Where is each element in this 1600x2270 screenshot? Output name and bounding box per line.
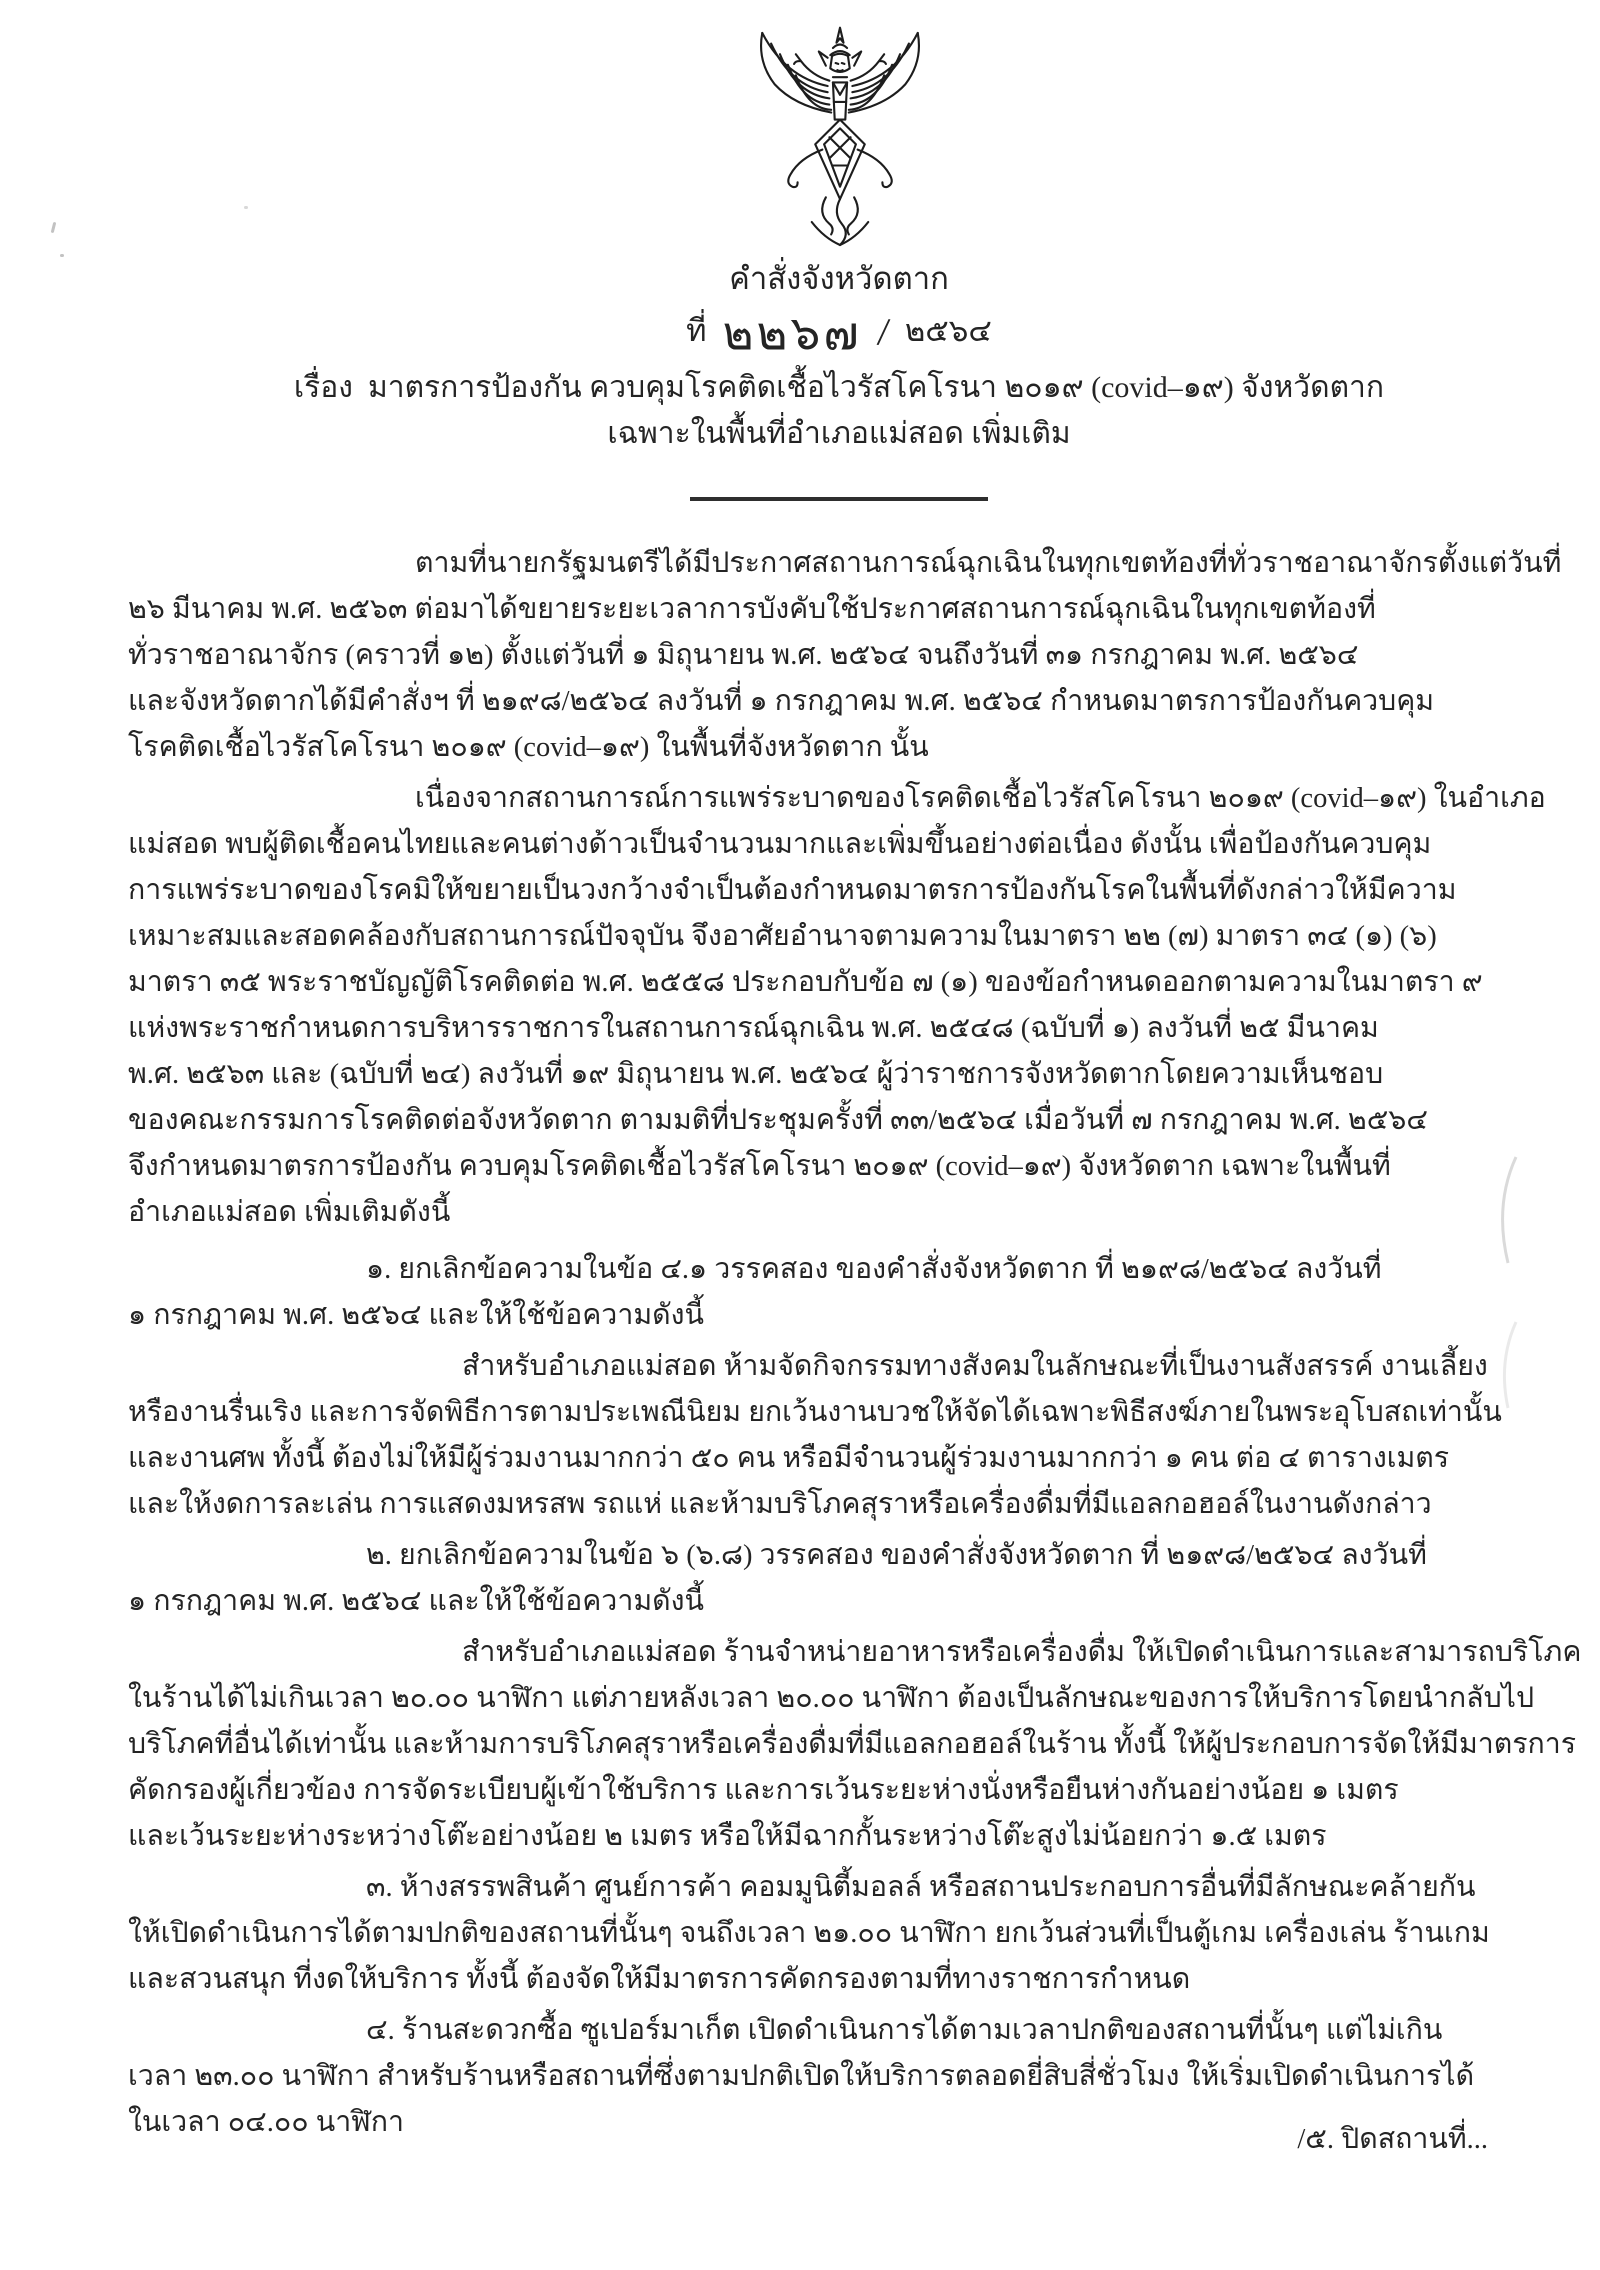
body-line: ๒๖ มีนาคม พ.ศ. ๒๕๖๓ ต่อมาได้ขยายระยะเวลาการบังคับใช้ประกาศสถานการณ์ฉุกเฉินในทุกเขตท้องที่ <box>128 594 1376 625</box>
body-line: และงานศพ ทั้งนี้ ต้องไม่ให้มีผู้ร่วมงานมากกว่า ๕๐ คน หรือมีจำนวนผู้ร่วมงานมากกว่า ๑ คน ต่อ ๔ ตารางเมตร <box>128 1443 1450 1474</box>
body-line: อำเภอแม่สอด เพิ่มเติมดังนี้ <box>128 1197 451 1228</box>
body-line: ในเวลา ๐๔.๐๐ นาฬิกา <box>128 2107 404 2138</box>
garuda-emblem-drawing <box>734 24 946 254</box>
body-line: ให้เปิดดำเนินการได้ตามปกติของสถานที่นั้นๆ จนถึงเวลา ๒๑.๐๐ นาฬิกา ยกเว้นส่วนที่เป็นตู้เกม เครื่องเล่น ร้านเกม <box>128 1918 1490 1949</box>
body-line: เนื่องจากสถานการณ์การแพร่ระบาดของโรคติดเชื้อไวรัสโคโรนา ๒๐๑๙ (covid–๑๙) ในอำเภอ <box>415 783 1546 814</box>
body-line: แห่งพระราชกำหนดการบริหารราชการในสถานการณ์ฉุกเฉิน พ.ศ. ๒๕๔๘ (ฉบับที่ ๑) ลงวันที่ ๒๕ มีนาคม <box>128 1013 1379 1044</box>
body-line: มาตรา ๓๕ พระราชบัญญัติโรคติดต่อ พ.ศ. ๒๕๕๘ ประกอบกับข้อ ๗ (๑) ของข้อกำหนดออกตามความในมาตรา ๙ <box>128 967 1483 998</box>
paragraph <box>128 2008 1494 2146</box>
subject-line-2: เฉพาะในพื้นที่อำเภอแม่สอด เพิ่มเติม <box>607 417 1071 450</box>
body-line: และสวนสนุก ที่งดให้บริการ ทั้งนี้ ต้องจัดให้มีมาตรการคัดกรองตามที่ทางราชการกำหนด <box>128 1964 1191 1995</box>
body-line: แม่สอด พบผู้ติดเชื้อคนไทยและคนต่างด้าวเป็นจำนวนมากและเพิ่มขึ้นอย่างต่อเนื่อง ดังนั้น เพื่อป้องกันควบคุม <box>128 829 1432 860</box>
title-divider <box>690 497 988 501</box>
body-line: ๔. ร้านสะดวกซื้อ ซูเปอร์มาเก็ต เปิดดำเนินการได้ตามเวลาปกติของสถานที่นั้นๆ แต่ไม่เกิน <box>366 2015 1443 2046</box>
body-line: คัดกรองผู้เกี่ยวข้อง การจัดระเบียบผู้เข้าใช้บริการ และการเว้นระยะห่างนั่งหรือยืนห่างกันอย่างน้อย ๑ เมตร <box>128 1775 1399 1806</box>
order-number-year: ๒๕๖๔ <box>904 313 992 348</box>
body-line: และจังหวัดตากได้มีคำสั่งฯ ที่ ๒๑๙๘/๒๕๖๔ ลงวันที่ ๑ กรกฎาคม พ.ศ. ๒๕๖๔ กำหนดมาตรการป้องกันควบคุม <box>128 686 1435 717</box>
body-line: ในร้านได้ไม่เกินเวลา ๒๐.๐๐ นาฬิกา แต่ภายหลังเวลา ๒๐.๐๐ นาฬิกา ต้องเป็นลักษณะของการให้บริการโดยนำกลับไป <box>128 1683 1535 1714</box>
order-number-separator: / <box>875 308 892 355</box>
body-line: เหมาะสมและสอดคล้องกับสถานการณ์ปัจจุบัน จึงอาศัยอำนาจตามความในมาตรา ๒๒ (๗) มาตรา ๓๔ (๑) (๖) <box>128 921 1437 952</box>
order-number-line <box>78 305 1600 360</box>
body-line: หรืองานรื่นเริง และการจัดพิธีการตามประเพณีนิยม ยกเว้นงานบวชให้จัดได้เฉพาะพิธีสงฆ์ภายในพระอุโบสถเท่านั้น <box>128 1397 1502 1428</box>
body-line: ๑ กรกฎาคม พ.ศ. ๒๕๖๔ และให้ใช้ข้อความดังนี้ <box>128 1300 705 1331</box>
body-line: บริโภคที่อื่นได้เท่านั้น และห้ามการบริโภคสุราหรือเครื่องดื่มที่มีแอลกอฮอล์ในร้าน ทั้งนี้ ให้ผู้ประกอบการจัดให้มีมาตรการ <box>128 1729 1577 1760</box>
scan-speck <box>51 222 57 233</box>
body-line: ๒. ยกเลิกข้อความในข้อ ๖ (๖.๘) วรรคสอง ของคำสั่งจังหวัดตาก ที่ ๒๑๙๘/๒๕๖๔ ลงวันที่ <box>366 1540 1427 1571</box>
body-line: ๑ กรกฎาคม พ.ศ. ๒๕๖๔ และให้ใช้ข้อความดังนี้ <box>128 1586 705 1617</box>
order-number-handwritten: ๒๒๖๗ <box>722 308 862 360</box>
scan-artifact-curve <box>1490 1155 1524 1265</box>
order-number-prefix: ที่ <box>686 313 707 348</box>
scan-speck <box>60 254 64 257</box>
document-title: คำสั่งจังหวัดตาก <box>729 261 949 296</box>
body-line: พ.ศ. ๒๕๖๓ และ (ฉบับที่ ๒๔) ลงวันที่ ๑๙ มิถุนายน พ.ศ. ๒๕๖๔ ผู้ว่าราชการจังหวัดตากโดยความเห็นชอบ <box>128 1059 1384 1090</box>
body-line: ตามที่นายกรัฐมนตรีได้มีประกาศสถานการณ์ฉุกเฉินในทุกเขตท้องที่ทั่วราชอาณาจักรตั้งแต่วันที่ <box>415 548 1562 579</box>
body-line: ๓. ห้างสรรพสินค้า ศูนย์การค้า คอมมูนิตี้มอลล์ หรือสถานประกอบการอื่นที่มีลักษณะคล้ายกัน <box>366 1872 1476 1903</box>
body-line: และเว้นระยะห่างระหว่างโต๊ะอย่างน้อย ๒ เมตร หรือให้มีฉากกั้นระหว่างโต๊ะสูงไม่น้อยกว่า ๑.๕ เมตร <box>128 1821 1327 1852</box>
body-line: โรคติดเชื้อไวรัสโคโรนา ๒๐๑๙ (covid–๑๙) ในพื้นที่จังหวัดตาก นั้น <box>128 732 929 763</box>
paragraph <box>128 1865 1494 2003</box>
body-line: การแพร่ระบาดของโรคมิให้ขยายเป็นวงกว้างจำเป็นต้องกำหนดมาตรการป้องกันโรคในพื้นที่ดังกล่าวให้มีความ <box>128 875 1457 906</box>
body-line: จึงกำหนดมาตรการป้องกัน ควบคุมโรคติดเชื้อไวรัสโคโรนา ๒๐๑๙ (covid–๑๙) จังหวัดตาก เฉพาะในพื้นที่ <box>128 1151 1391 1182</box>
paragraph <box>128 541 1562 771</box>
body-line: สำหรับอำเภอแม่สอด ห้ามจัดกิจกรรมทางสังคมในลักษณะที่เป็นงานสังสรรค์ งานเลี้ยง <box>462 1351 1488 1382</box>
body-line: ทั่วราชอาณาจักร (คราวที่ ๑๒) ตั้งแต่วันที่ ๑ มิถุนายน พ.ศ. ๒๕๖๔ จนถึงวันที่ ๓๑ กรกฎาคม พ.ศ. ๒๕๖๔ <box>128 640 1359 671</box>
body-line: เวลา ๒๓.๐๐ นาฬิกา สำหรับร้านหรือสถานที่ซึ่งตามปกติเปิดให้บริการตลอดยี่สิบสี่ชั่วโมง ให้เริ่มเปิดดำเนินการได้ <box>128 2061 1475 2092</box>
paragraph <box>128 1247 1494 1339</box>
body-line: สำหรับอำเภอแม่สอด ร้านจำหน่ายอาหารหรือเครื่องดื่ม ให้เปิดดำเนินการและสามารถบริโภค <box>462 1637 1582 1668</box>
scan-speck <box>244 206 248 209</box>
paragraph <box>128 1630 1582 1860</box>
paragraph <box>128 1533 1494 1625</box>
paragraph <box>128 1344 1502 1528</box>
body-line: และให้งดการละเล่น การแสดงมหรสพ รถแห่ และห้ามบริโภคสุราหรือเครื่องดื่มที่มีแอลกอฮอล์ในงานดังกล่าว <box>128 1489 1432 1520</box>
garuda-emblem <box>734 24 946 254</box>
body-line: ของคณะกรรมการโรคติดต่อจังหวัดตาก ตามมติที่ประชุมครั้งที่ ๓๓/๒๕๖๔ เมื่อวันที่ ๗ กรกฎาคม พ.ศ. ๒๕๖๔ <box>128 1105 1428 1136</box>
document-body <box>128 541 1582 2146</box>
subject-line-1: เรื่อง มาตรการป้องกัน ควบคุมโรคติดเชื้อไวรัสโคโรนา ๒๐๑๙ (covid–๑๙) จังหวัดตาก <box>293 371 1385 404</box>
body-line: ๑. ยกเลิกข้อความในข้อ ๔.๑ วรรคสอง ของคำสั่งจังหวัดตาก ที่ ๒๑๙๘/๒๕๖๔ ลงวันที่ <box>366 1254 1382 1285</box>
continuation-note: /๕. ปิดสถานที่... <box>1297 2124 1488 2155</box>
paragraph <box>128 776 1546 1236</box>
